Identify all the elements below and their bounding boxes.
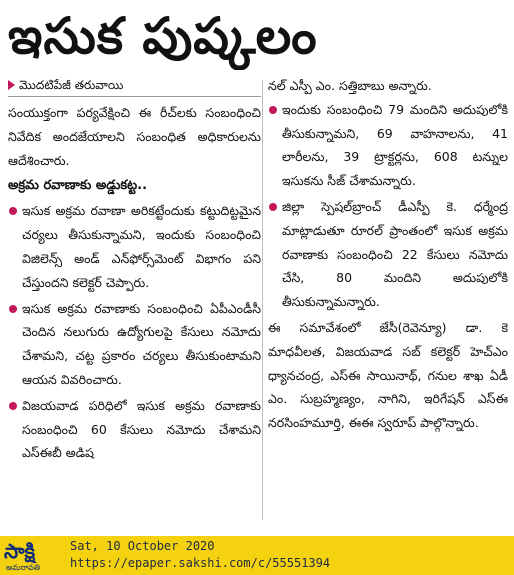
section-subhead: అక్రమ రవాణాకు అడ్డుకట్ట.. xyxy=(8,178,148,194)
sakshi-logo xyxy=(4,539,64,573)
bullet-dot-icon xyxy=(9,305,17,313)
bullet-item xyxy=(268,98,508,193)
bullet-text: విజయవాడ పరిధిలో ఇసుక అక్రమ రవాణాకు సంబంధించి 60 కేసులు నమోదు చేశామని ఎస్‌ఈబీ అడిష xyxy=(22,397,261,461)
epaper-url-link[interactable]: https://epaper.sakshi.com/c/55551394 xyxy=(70,556,331,570)
bullet-dot-icon xyxy=(269,106,277,114)
publication-date: Sat, 10 October 2020 xyxy=(70,539,215,553)
headline: ఇసుక పుష్కలం xyxy=(8,7,318,65)
right-column xyxy=(268,74,508,524)
closing-paragraph: ఈ సమావేశంలో జేసీ(రెవెన్యూ) డా. కె మాధవీలత, విజయవాడ సబ్ కలెక్టర్ హెచ్‌ఎం ధ్యానచంద్ర, ఎస్‌ఈ సాయినాథ్, గనుల శాఖ ఏడీ ఎం. సుబ్రహ్మణ్యం, నాగిని, ఇరిగేషన్ ఎస్‌ఈ నరసింహమూర్తి, ఈఈ స్వరూప్ పాల్గొన్నారు. xyxy=(268,319,508,431)
bullet-dot-icon xyxy=(269,203,277,211)
column-divider xyxy=(262,80,263,520)
logo-text: సాక్షి xyxy=(4,539,36,563)
left-column xyxy=(8,74,261,524)
bullet-text: ఇందుకు సంబంధించి 79 మందిని అదుపులోకి తీసుకున్నామని, 69 వాహనాలను, 41 లారీలను, 39 ట్రాక్టర్లను, 608 టన్నుల ఇసుకను సీజ్ చేశామన్నారు. xyxy=(282,101,508,189)
play-triangle-icon xyxy=(8,80,15,90)
continuation-label: మొదటిపేజీ తరువాయి xyxy=(19,78,124,92)
bullet-item xyxy=(268,195,508,314)
intro-paragraph: సంయుక్తంగా పర్యవేక్షించి ఈ రీచ్‌లకు సంబంధించి నివేదిక అందజేయాలని సంబంధిత అధికారులను ఆదేశించారు. xyxy=(8,105,261,168)
bullet-text: ఇసుక అక్రమ రవాణాకు సంబంధించి ఏపీఎండీసీ చెందిన నలుగురు ఉద్యోగులపై కేసులు నమోదు చేశామని, చట్ట ప్రకారం చర్యలు తీసుకుంటామని ఆయన వివరించారు. xyxy=(22,300,261,387)
bullet-item xyxy=(8,394,261,465)
bullet-item xyxy=(8,297,261,392)
edition-label: అమరావతి xyxy=(6,563,41,572)
bullet-item xyxy=(8,199,261,294)
continuation-line xyxy=(8,74,261,97)
bullet-text: ఇసుక అక్రమ రవాణా అరికట్టేందుకు కట్టుదిట్టమైన చర్యలు తీసుకున్నామని, ఇందుకు సంబంధించి విజిలెన్స్ అండ్ ఎన్‌ఫోర్స్‌మెంట్ విభాగం పని చేస్తుందని కలెక్టర్ చెప్పారు. xyxy=(22,203,261,290)
lead-paragraph: నల్ ఎస్పీ ఎం. సత్తిబాబు అన్నారు. xyxy=(268,78,432,93)
bullet-dot-icon xyxy=(9,207,17,215)
epaper-footer xyxy=(0,536,514,575)
bullet-dot-icon xyxy=(9,402,17,410)
bullet-text: జిల్లా స్పెషల్‌బ్రాంచ్ డీఎస్పీ కె. ధర్మేంద్ర మాట్లాడుతూ రూరల్ ప్రాంతంలో ఇసుక అక్రమ రవాణాకు సంబంధించి 22 కేసులు నమోదు చేసి, 80 మందిని అదుపులోకి తీసుకున్నామన్నారు. xyxy=(282,198,508,310)
